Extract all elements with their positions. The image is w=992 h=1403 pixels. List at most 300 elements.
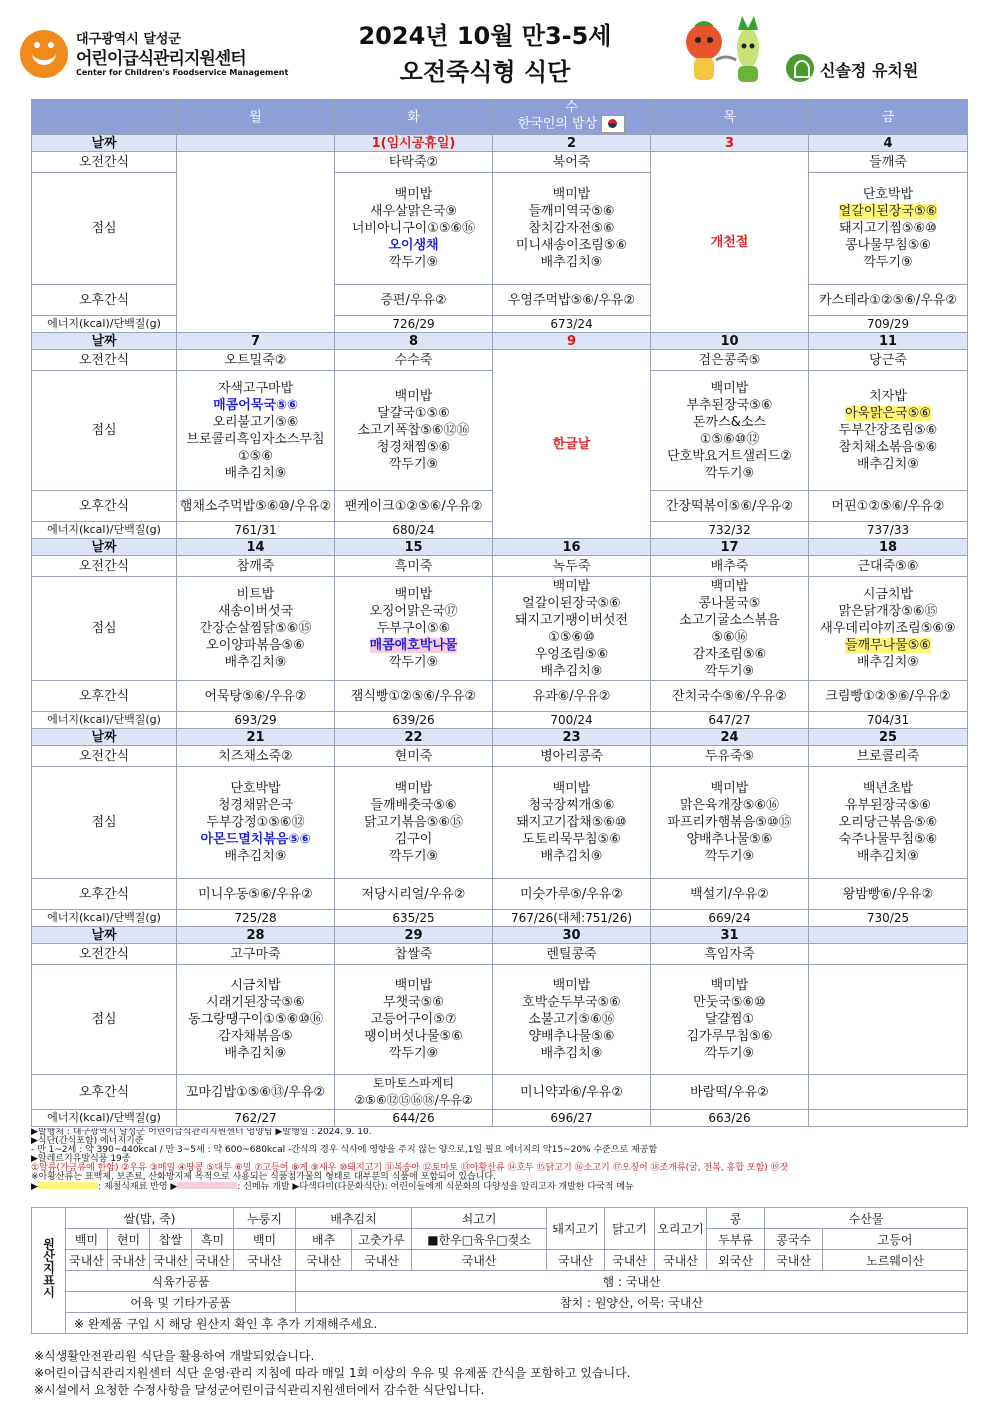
menu-item: 달걀찜① — [704, 1012, 755, 1027]
menu-item: 양배추나물⑤⑥ — [528, 1029, 615, 1044]
am-snack-cell — [809, 944, 968, 965]
menu-item: 깍두기⑨ — [388, 255, 439, 270]
menu-item: 백미밥 — [552, 578, 591, 594]
menu-item: 오리불고기⑤⑥ — [212, 414, 299, 430]
date-cell: 28 — [177, 927, 335, 944]
menu-item: 백미밥 — [710, 781, 749, 796]
menu-item: 자색고구마밥 — [217, 380, 294, 396]
origin-sub: 콩국수 — [765, 1229, 823, 1250]
pm-snack-cell: 간장떡볶이⑤⑥/우유② — [651, 491, 809, 522]
menu-item: 들깨배춧국⑤⑥ — [370, 798, 457, 813]
pm-snack-cell: 잔치국수⑤⑥/우유② — [651, 681, 809, 712]
menu-item: 백년초밥 — [862, 781, 914, 796]
row-label: 오전간식 — [32, 944, 177, 965]
row-label: 날짜 — [32, 539, 177, 556]
menu-item: 배추김치⑨ — [540, 1046, 603, 1061]
row-label: 에너지(kcal)/단백질(g) — [32, 910, 177, 927]
date-cell: 3 — [651, 135, 809, 152]
origin-value: 국내산 — [655, 1250, 707, 1271]
origin-side-label — [32, 1208, 66, 1334]
menu-item: 백미밥 — [710, 978, 749, 993]
date-cell: 23 — [493, 729, 651, 746]
menu-item: 배추김치⑨ — [540, 663, 603, 679]
notes-publisher: ▶발행처 : 대구광역시 달성군 어린이급식관리지원센터 영양팀 ▶발행일 : 2024. 9. 10. — [31, 1128, 372, 1137]
energy-cell: 644/26 — [335, 1110, 493, 1127]
menu-item: ①⑤⑥⑩⑫ — [699, 431, 760, 447]
row-label: 에너지(kcal)/단백질(g) — [32, 316, 177, 333]
energy-cell: 730/25 — [809, 910, 968, 927]
menu-item: 감자조림⑤⑥ — [692, 646, 767, 662]
energy-cell: 726/29 — [335, 316, 493, 333]
menu-item: 부추된장국⑤⑥ — [686, 397, 773, 413]
energy-cell: 635/25 — [335, 910, 493, 927]
date-cell: 9 — [493, 333, 651, 350]
lunch-cell — [335, 371, 493, 491]
menu-item: 백미밥 — [394, 978, 433, 993]
school-name: 신솔정 유치원 — [820, 61, 919, 80]
am-snack-cell: 찹쌀죽 — [335, 944, 493, 965]
org-name: 어린이급식관리지원센터 — [76, 49, 246, 69]
date-cell: 17 — [651, 539, 809, 556]
pm-snack-row — [32, 1075, 968, 1110]
origin-sub: 백미 — [234, 1229, 296, 1250]
date-row — [32, 135, 968, 152]
date-cell: 1(임시공휴일) — [335, 135, 493, 152]
origin-group: 오리고기 — [655, 1208, 707, 1250]
menu-item — [335, 237, 492, 254]
day-name: 수 — [565, 100, 578, 115]
am-snack-cell: 고구마죽 — [177, 944, 335, 965]
date-row — [32, 333, 968, 350]
menu-item-text: 얼갈이된장국⑤⑥ — [838, 204, 938, 219]
origin-value: 노르웨이산 — [823, 1250, 968, 1271]
footer-line: ※시설에서 요청한 수정사항을 달성군어린이급식관리지원센터에서 감수한 식단입니다. — [34, 1383, 485, 1397]
date-cell: 22 — [335, 729, 493, 746]
am-snack-cell: 흑임자죽 — [651, 944, 809, 965]
date-cell: 16 — [493, 539, 651, 556]
menu-item: 파프리카햄볶음⑤⑩⑮ — [667, 815, 792, 830]
pm-snack-row — [32, 879, 968, 910]
lunch-cell — [177, 767, 335, 879]
row-label: 점심 — [32, 577, 177, 681]
day-header: 목 — [651, 100, 809, 135]
day-header: 화 — [335, 100, 493, 135]
energy-cell: 663/26 — [651, 1110, 809, 1127]
menu-item: 배추김치⑨ — [224, 465, 287, 481]
holiday-cell: 한글날 — [493, 350, 651, 539]
menu-item: 배추김치⑨ — [224, 655, 287, 670]
menu-item-text: 오이생채 — [388, 238, 439, 253]
header — [0, 0, 992, 98]
energy-cell: 762/27 — [177, 1110, 335, 1127]
pm-snack-cell: 유과⑥/우유② — [493, 681, 651, 712]
menu-item — [177, 831, 334, 848]
pm-snack-cell: 왕밤빵⑥/우유② — [809, 879, 968, 910]
menu-item: 비트밥 — [236, 587, 275, 602]
menu-item: 깍두기⑨ — [388, 655, 439, 670]
energy-cell: 761/31 — [177, 522, 335, 539]
energy-cell: 725/28 — [177, 910, 335, 927]
row-label: 날짜 — [32, 333, 177, 350]
origin-sub: 찹쌀 — [150, 1229, 192, 1250]
am-snack-row — [32, 746, 968, 767]
am-snack-cell: 녹두죽 — [493, 556, 651, 577]
notes-allergy-list: ①알류(가금류에 한함) ②우유 ③메밀 ④땅콩 ⑤대두 ⑥밀 ⑦고등어 ⑧게 ⑨새우 ⑩돼지고기 ⑪복숭아 ⑫토마토 ⑬아황산류 ⑭호두 ⑮닭고기 ⑯소고기 ⑰오징어 ⑱조개류(굴, 전복, 홍합 포함) ⑲잣 — [31, 1163, 789, 1173]
footer-line: ※식생활안전관리원 식단을 활용하여 개발되었습니다. — [34, 1349, 315, 1363]
origin-table — [31, 1207, 968, 1334]
menu-item: 청경채맑은국 — [217, 798, 294, 813]
date-cell: 21 — [177, 729, 335, 746]
menu-item: 간장순살찜닭⑤⑥⑮ — [199, 621, 312, 636]
am-snack-row — [32, 152, 968, 173]
menu-item: 백미밥 — [552, 781, 591, 796]
row-label: 오후간식 — [32, 681, 177, 712]
origin-value: 국내산 — [108, 1250, 150, 1271]
pm-snack-cell: 잼식빵①②⑤⑥/우유② — [335, 681, 493, 712]
row-label: 오전간식 — [32, 350, 177, 371]
origin-sub: 흑미 — [192, 1229, 234, 1250]
menu-item: 두부간장조림⑤⑥ — [838, 423, 938, 438]
menu-item: 감자채볶음⑤ — [218, 1029, 293, 1044]
menu-item: 브로콜리흑임자소스무침 — [186, 431, 325, 447]
menu-item: 고등어구이⑤⑦ — [370, 1012, 457, 1027]
pm-snack-cell — [809, 1075, 968, 1110]
lunch-cell — [809, 371, 968, 491]
date-cell: 8 — [335, 333, 493, 350]
lunch-cell — [335, 173, 493, 285]
date-cell — [809, 927, 968, 944]
origin-sub: 백미 — [66, 1229, 108, 1250]
menu-item: 참치채소볶음⑤⑥ — [838, 440, 938, 455]
menu-item: ①⑤⑥ — [238, 448, 273, 464]
origin-group: 누룽지 — [234, 1208, 296, 1229]
menu-item — [177, 397, 334, 414]
day-header: 월 — [177, 100, 335, 135]
menu-item: 들깨미역국⑤⑥ — [528, 204, 615, 219]
lunch-cell — [493, 173, 651, 285]
menu-item: 깍두기⑨ — [863, 255, 913, 270]
energy-cell: 704/31 — [809, 712, 968, 729]
am-snack-cell: 오트밀죽② — [177, 350, 335, 371]
menu-item: 김가루무침⑤⑥ — [686, 1029, 773, 1044]
date-cell: 14 — [177, 539, 335, 556]
empty-cell — [177, 152, 335, 333]
row-label: 점심 — [32, 173, 177, 285]
origin-value: 국내산 — [66, 1250, 108, 1271]
lunch-cell — [493, 577, 651, 681]
menu-item: 콩나물무침⑤⑥ — [844, 238, 932, 253]
origin-value: 국내산 — [352, 1250, 412, 1271]
row-label: 점심 — [32, 767, 177, 879]
origin-value: 국내산 — [765, 1250, 823, 1271]
row-label: 오후간식 — [32, 1075, 177, 1110]
energy-cell: 639/26 — [335, 712, 493, 729]
energy-row — [32, 910, 968, 927]
pm-snack-cell: 바람떡/우유② — [651, 1075, 809, 1110]
row-label: 날짜 — [32, 927, 177, 944]
menu-item: 두부구이⑤⑥ — [376, 621, 451, 636]
legend-text-b: : 신메뉴 개발 ▶다색다미(다문화식단): 어린이들에게 식문화의 다양성을 알리고자 개발한 다국적 메뉴 — [237, 1182, 634, 1192]
wed-theme — [493, 115, 650, 133]
menu-item: 깍두기⑨ — [388, 1046, 439, 1061]
origin-fish-label: 어육 및 기타가공품 — [66, 1292, 296, 1313]
row-label: 점심 — [32, 371, 177, 491]
menu-item: 맑은육개장⑤⑥⑯ — [679, 798, 780, 813]
pm-snack-cell: 어묵탕⑤⑥/우유② — [177, 681, 335, 712]
menu-item: 백미밥 — [710, 578, 749, 594]
pm-snack-cell: 햄채소주먹밥⑤⑥⑩/우유② — [177, 491, 335, 522]
smile-logo-icon — [20, 30, 68, 78]
am-snack-row — [32, 350, 968, 371]
pm-snack-cell: 토마토스파게티 ②⑤⑥⑫⑮⑯⑱/우유② — [335, 1075, 493, 1110]
menu-item — [335, 637, 492, 654]
origin-group: 수산물 — [765, 1208, 968, 1229]
lunch-cell — [177, 965, 335, 1075]
energy-cell: 737/33 — [809, 522, 968, 539]
menu-item: 무챗국⑤⑥ — [383, 995, 444, 1010]
legend-text-a: : 제철식재료 반영 ▶ — [97, 1182, 178, 1192]
row-label: 에너지(kcal)/단백질(g) — [32, 712, 177, 729]
origin-value: 국내산 — [605, 1250, 655, 1271]
holiday-cell: 개천절 — [651, 152, 809, 333]
menu-item: 시래기된장국⑤⑥ — [206, 995, 305, 1010]
row-label: 점심 — [32, 965, 177, 1075]
menu-item: 깍두기⑨ — [704, 1046, 755, 1061]
pm-snack-row — [32, 285, 968, 316]
am-snack-cell: 병아리콩죽 — [493, 746, 651, 767]
date-cell: 7 — [177, 333, 335, 350]
pm-snack-cell: 머핀①②⑤⑥/우유② — [809, 491, 968, 522]
menu-item: 새우데리야끼조림⑤⑥⑨ — [820, 621, 956, 636]
menu-item: ⑤⑥⑯ — [711, 629, 748, 645]
am-snack-cell: 당근죽 — [809, 350, 968, 371]
energy-row — [32, 316, 968, 333]
row-label: 날짜 — [32, 729, 177, 746]
origin-value: 국내산 — [192, 1250, 234, 1271]
menu-item: 백미밥 — [552, 978, 591, 993]
lunch-cell — [809, 577, 968, 681]
menu-item: 배추김치⑨ — [857, 655, 919, 670]
menu-item: 돼지고기찜⑤⑥⑩ — [839, 221, 937, 236]
menu-item: 돈까스&소스 — [693, 414, 766, 430]
footer-line: ※어린이급식관리지원센터 식단 운영·관리 지침에 따라 매일 1회 이상의 우유 및 유제품 간식을 포함하고 있습니다. — [34, 1366, 631, 1380]
origin-note: ※ 완제품 구입 시 해당 원산지 확인 후 추가 기재해주세요. — [66, 1313, 968, 1334]
lunch-cell — [493, 965, 651, 1075]
date-row — [32, 927, 968, 944]
origin-group: 닭고기 — [605, 1208, 655, 1250]
menu-item: 시금치밥 — [862, 587, 914, 602]
footer-notes — [34, 1348, 631, 1399]
origin-fish-value: 참치 : 원양산, 어묵: 국내산 — [296, 1292, 968, 1313]
menu-item: 도토리묵무침⑤⑥ — [522, 832, 621, 847]
origin-value: 국내산 — [150, 1250, 192, 1271]
menu-item: 양배추나물⑤⑥ — [686, 832, 773, 847]
menu-item: 팽이버섯나물⑤⑥ — [364, 1029, 463, 1044]
row-label: 오전간식 — [32, 556, 177, 577]
row-label: 에너지(kcal)/단백질(g) — [32, 1110, 177, 1127]
am-snack-cell: 근대죽⑤⑥ — [809, 556, 968, 577]
org-region: 대구광역시 달성군 — [76, 32, 181, 47]
menu-item: 새송이버섯국 — [217, 604, 294, 619]
menu-item: 동그랑땡구이①⑤⑥⑩⑯ — [188, 1012, 323, 1027]
am-snack-cell: 북어죽 — [493, 152, 651, 173]
date-row — [32, 729, 968, 746]
origin-sub: 두부류 — [707, 1229, 765, 1250]
energy-cell: 693/29 — [177, 712, 335, 729]
date-cell: 10 — [651, 333, 809, 350]
origin-group: 쌀(밥, 죽) — [66, 1208, 234, 1229]
energy-row — [32, 1110, 968, 1127]
menu-item: 깍두기⑨ — [704, 465, 755, 481]
notes-energy-title: ▶식단(간식포함) 에너지기준 — [31, 1136, 144, 1146]
menu-item: 배추김치⑨ — [857, 457, 919, 472]
menu-item: 우엉조림⑤⑥ — [534, 646, 609, 662]
lunch-cell — [809, 173, 968, 285]
lunch-cell — [335, 767, 493, 879]
wed-theme-label: 한국인의 밥상 — [517, 116, 598, 132]
pm-snack-cell: 증편/우유② — [335, 285, 493, 316]
am-snack-row — [32, 944, 968, 965]
origin-group: 쇠고기 — [412, 1208, 547, 1229]
pm-snack-cell: 미니약과⑥/우유② — [493, 1075, 651, 1110]
energy-cell: 732/32 — [651, 522, 809, 539]
seasonal-swatch — [38, 1182, 98, 1189]
menu-item: 단호박밥 — [862, 187, 914, 202]
origin-sub: ■한우□육우□젖소 — [412, 1229, 547, 1250]
date-row — [32, 539, 968, 556]
origin-sub: 배추 — [296, 1229, 352, 1250]
menu-item: 얼갈이된장국⑤⑥ — [522, 595, 621, 611]
menu-item: 백미밥 — [394, 187, 433, 202]
menu-item: 김구이 — [394, 832, 433, 847]
day-header — [493, 100, 651, 135]
am-snack-cell: 두유죽⑤ — [651, 746, 809, 767]
origin-group: 배추김치 — [296, 1208, 412, 1229]
notes-allergy-title: ▶알레르기유발식품 19종 — [31, 1154, 131, 1164]
lunch-row — [32, 965, 968, 1075]
energy-cell: 680/24 — [335, 522, 493, 539]
menu-item: 치자밥 — [869, 389, 907, 404]
origin-sub: 현미 — [108, 1229, 150, 1250]
menu-item: 깍두기⑨ — [704, 663, 755, 679]
date-cell: 18 — [809, 539, 968, 556]
notes-energy-detail: - 만 1~2세 : 약 390~440kcal / 만 3~5세 : 약 600~680kcal -간식의 경우 식사에 영향을 주지 않는 양으로,1일 필요 에너지의 약15~20% 수준으로 제공함 — [31, 1145, 658, 1155]
date-cell: 15 — [335, 539, 493, 556]
korea-flag-icon — [601, 115, 625, 133]
day-header: 금 — [809, 100, 968, 135]
lunch-cell — [809, 767, 968, 879]
menu-item: 참치감자전⑤⑥ — [528, 221, 615, 236]
origin-group: 돼지고기 — [547, 1208, 605, 1250]
menu-item: 백미밥 — [394, 389, 433, 404]
am-snack-cell: 타락죽② — [335, 152, 493, 173]
origin-sub: 고춧가루 — [352, 1229, 412, 1250]
pm-snack-cell: 미니우동⑤⑥/우유② — [177, 879, 335, 910]
lunch-cell — [335, 577, 493, 681]
page-subtitle: 오전죽식형 식단 — [399, 58, 571, 86]
menu-item: 깍두기⑨ — [388, 457, 439, 472]
date-cell: 4 — [809, 135, 968, 152]
pm-snack-row — [32, 681, 968, 712]
am-snack-cell: 들깨죽 — [809, 152, 968, 173]
menu-item: 배추김치⑨ — [857, 849, 919, 864]
menu-item: 배추김치⑨ — [224, 849, 287, 864]
menu-item: 백미밥 — [710, 380, 749, 396]
pm-snack-cell: 백설기/우유② — [651, 879, 809, 910]
menu-item: 백미밥 — [394, 781, 433, 796]
date-cell — [177, 135, 335, 152]
row-label: 오전간식 — [32, 746, 177, 767]
menu-item: 소불고기⑤⑥⑯ — [528, 1012, 615, 1027]
energy-cell: 709/29 — [809, 316, 968, 333]
menu-item: 호박순두부국⑤⑥ — [522, 995, 621, 1010]
menu-item: 청국장찌개⑤⑥ — [528, 798, 615, 813]
menu-item-text: 아몬드멸치볶음⑤⑥ — [200, 832, 311, 847]
menu-item: 콩나물국⑤ — [698, 595, 761, 611]
menu-item — [809, 405, 967, 422]
am-snack-cell: 렌틸콩죽 — [493, 944, 651, 965]
menu-item-text: 아욱맑은국⑤⑥ — [844, 406, 932, 421]
energy-cell: 647/27 — [651, 712, 809, 729]
lunch-cell — [335, 965, 493, 1075]
lunch-row — [32, 767, 968, 879]
menu-item: 시금치밥 — [230, 978, 281, 993]
menu-item: 오리당근볶음⑤⑥ — [838, 815, 938, 830]
org-name-en: Center for Children's Foodservice Management — [76, 68, 289, 77]
pm-snack-cell: 우영주먹밥⑤⑥/우유② — [493, 285, 651, 316]
origin-value: 국내산 — [296, 1250, 352, 1271]
lunch-cell — [809, 965, 968, 1075]
row-label: 오후간식 — [32, 285, 177, 316]
menu-item: 숙주나물무침⑤⑥ — [838, 832, 938, 847]
menu-item: 단호박밥 — [230, 781, 281, 796]
notes-legend: ▶ : 제철식재료 반영 ▶ : 신메뉴 개발 ▶다색다미(다문화식단): 어린이들에게 식문화의 다양성을 알리고자 개발한 다국적 메뉴 — [31, 1182, 634, 1192]
row-label: 오후간식 — [32, 491, 177, 522]
origin-value: 국내산 — [234, 1250, 296, 1271]
origin-side-text: 원산지표시 — [41, 1238, 56, 1298]
pm-snack-cell: 저당시리얼/우유② — [335, 879, 493, 910]
date-cell: 11 — [809, 333, 968, 350]
am-snack-cell: 참깨죽 — [177, 556, 335, 577]
pm-snack-cell: 크림빵①②⑤⑥/우유② — [809, 681, 968, 712]
lunch-cell — [177, 371, 335, 491]
date-cell: 29 — [335, 927, 493, 944]
menu-item: 깍두기⑨ — [388, 849, 439, 864]
am-snack-cell: 배추죽 — [651, 556, 809, 577]
energy-cell: 767/26(대체:751/26) — [493, 910, 651, 927]
energy-cell: 669/24 — [651, 910, 809, 927]
menu-item: 돼지고기잡채⑤⑥⑩ — [516, 815, 627, 830]
menu-item-text: 들깨무나물⑤⑥ — [844, 638, 932, 653]
menu-item: 청경채찜⑤⑥ — [376, 440, 451, 455]
origin-value: 외국산 — [707, 1250, 765, 1271]
am-snack-cell: 흑미죽 — [335, 556, 493, 577]
lunch-cell — [651, 577, 809, 681]
row-label: 오후간식 — [32, 879, 177, 910]
corner-cell — [32, 100, 177, 135]
origin-value: 국내산 — [547, 1250, 605, 1271]
menu-item: 소고기폭찹⑤⑥⑫⑯ — [357, 423, 470, 438]
menu-item: 오징어맑은국⑰ — [369, 604, 458, 619]
notes — [31, 1128, 967, 1202]
school-badge — [786, 54, 956, 84]
menu-item: 단호박요거트샐러드② — [667, 448, 792, 464]
menu-item: 깍두기⑨ — [704, 849, 755, 864]
row-label: 에너지(kcal)/단백질(g) — [32, 522, 177, 539]
date-cell: 24 — [651, 729, 809, 746]
date-cell: 31 — [651, 927, 809, 944]
menu-item: 배추김치⑨ — [540, 255, 603, 270]
